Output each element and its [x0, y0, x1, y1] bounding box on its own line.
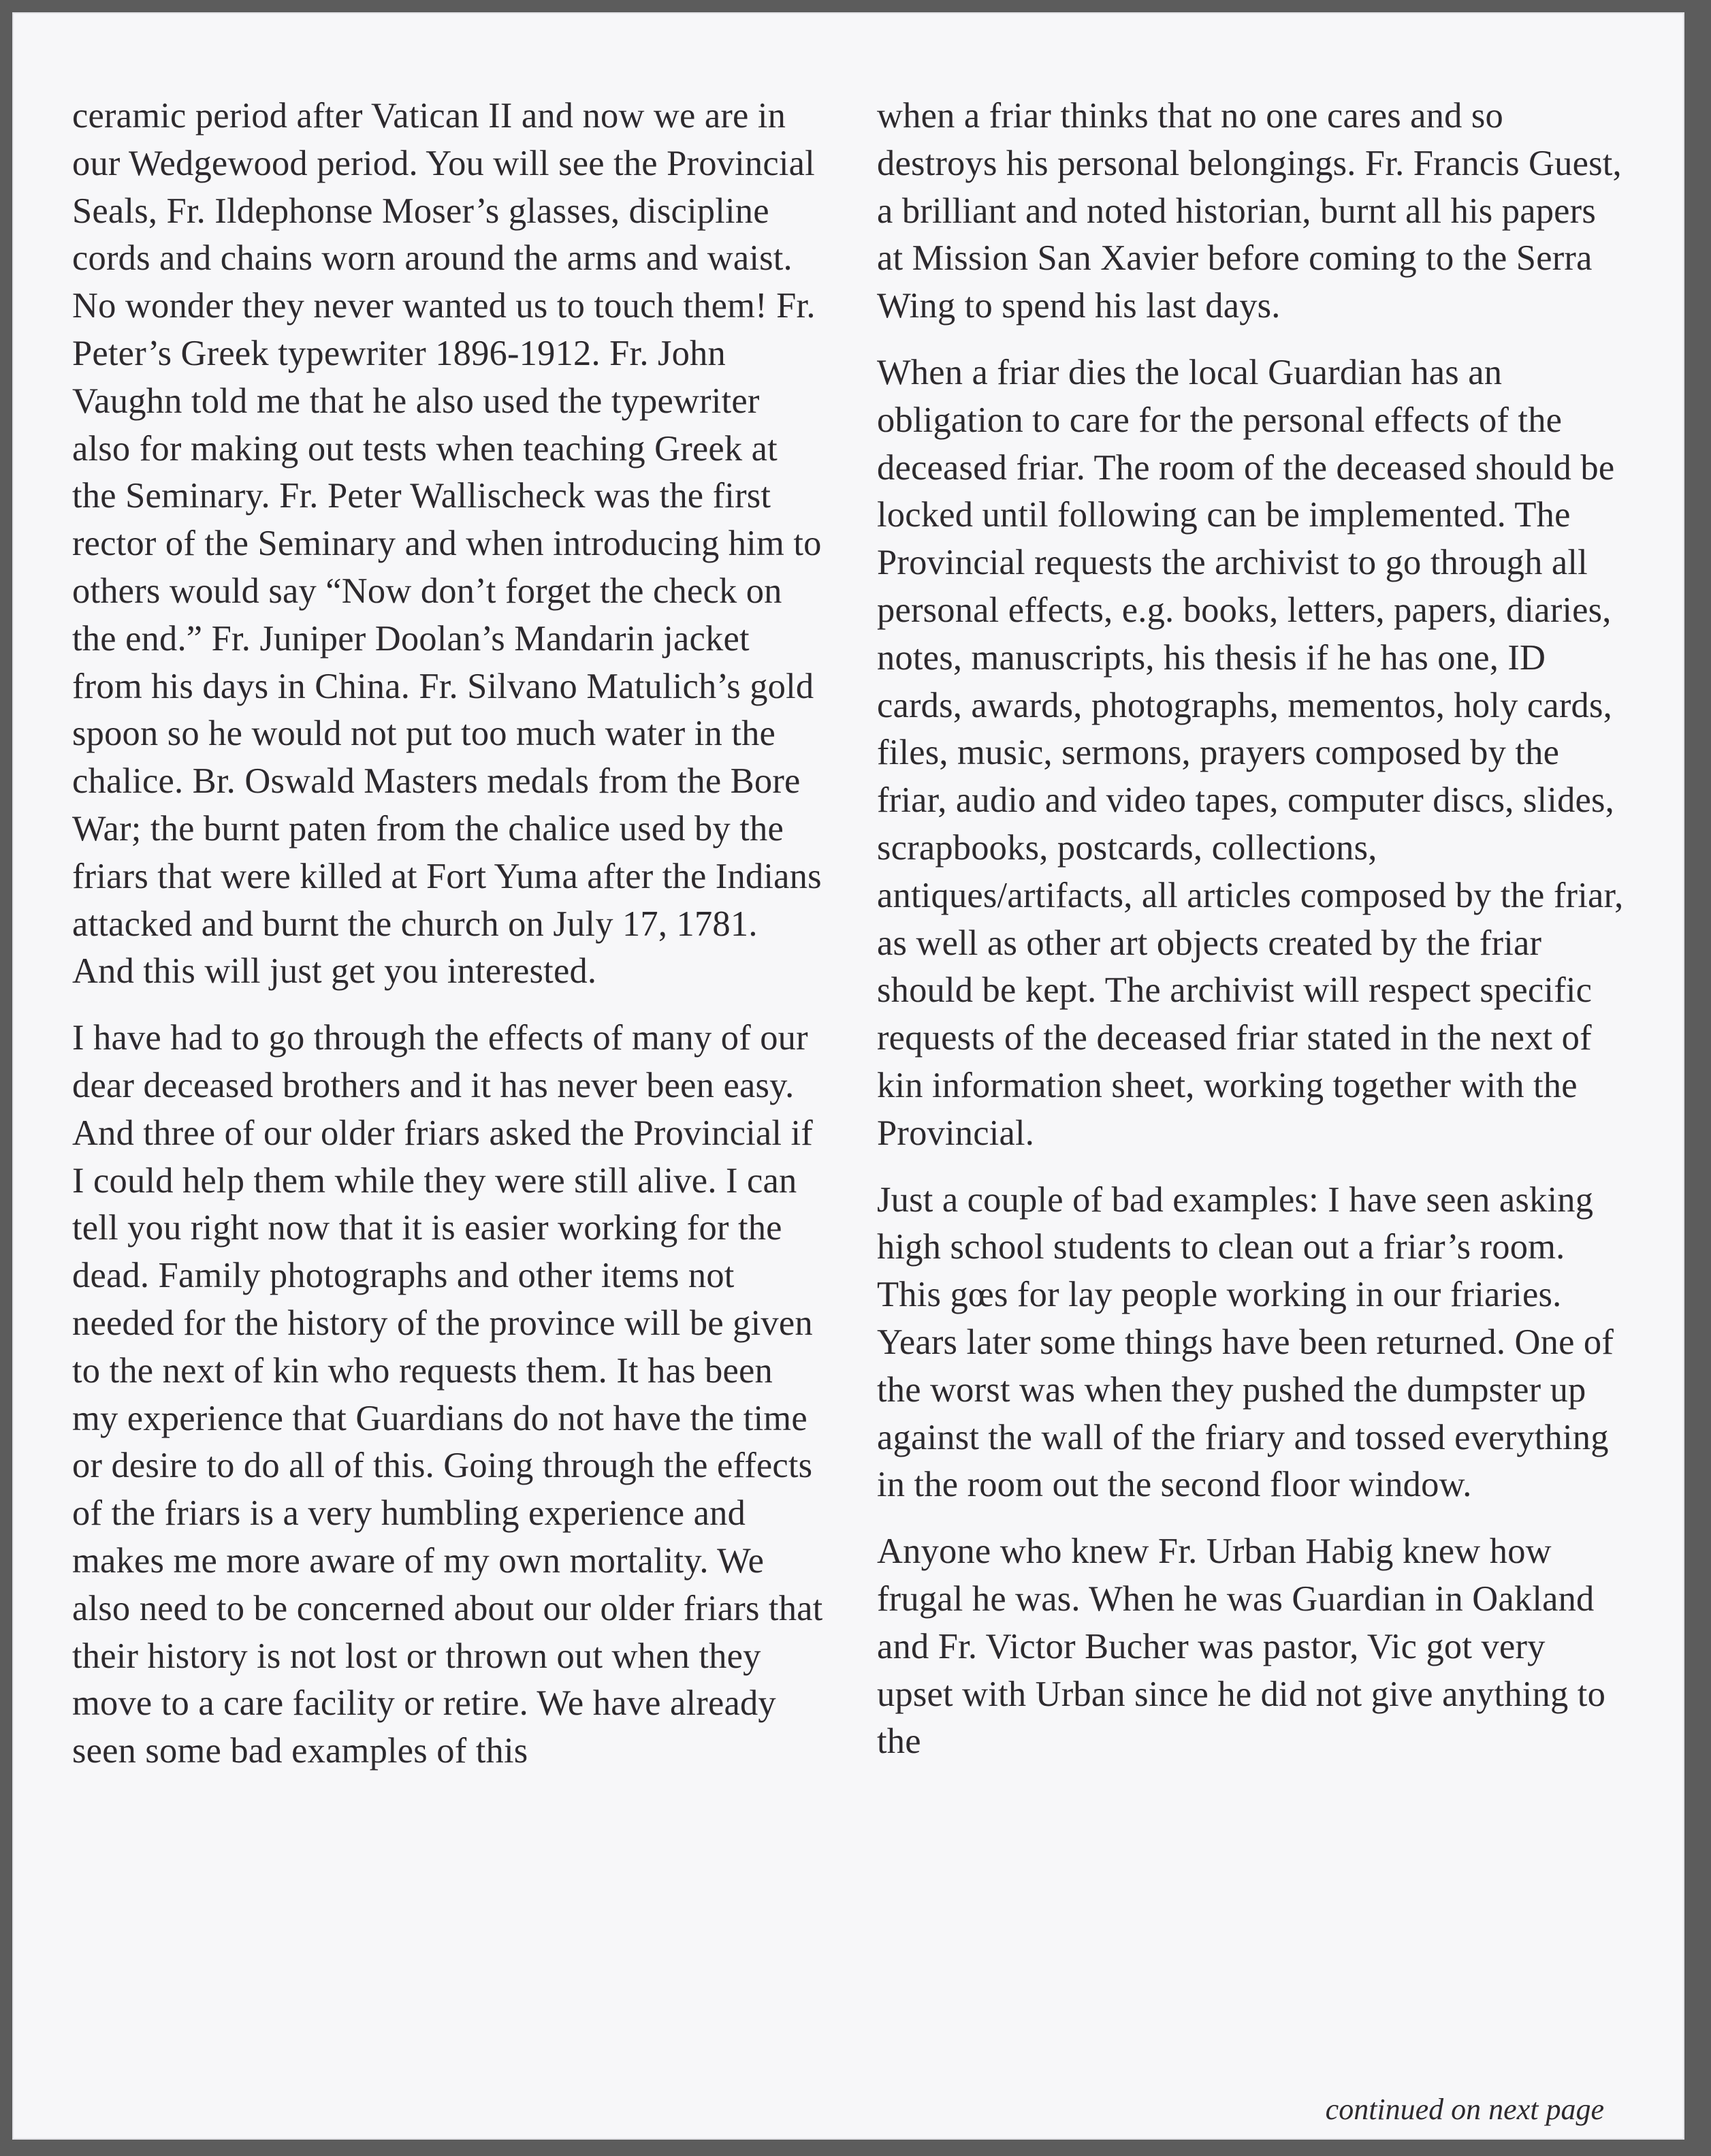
paragraph: I have had to go through the effects of many of our dear deceased brothers and it has never been easy. And three of our older friars asked the Provincial if I could help them while they were still alive. I can tell you right now that it is easier working for the dead. Family photographs and other items not needed for the history of the province will be given to the next of kin who requests them. It has been my experience that Guardians do not have the time or desire to do all of this. Going through the effects of the friars is a very humbling experience and makes me more aware of my own mortality. We also need to be concerned about our older friars that their history is not lost or thrown out when they move to a care facility or retire. We have already seen some bad examples of this — [72, 1018, 823, 1771]
paragraph: Just a couple of bad examples: I have seen asking high school students to clean out a friar’s room. This gœs for lay people working in our friaries. Years later some things have been returned. One of the worst was when they pushed the dumpster up against the wall of the friary and tossed everything in the room out the second floor window. — [877, 1179, 1614, 1505]
left-column — [72, 93, 824, 1794]
paragraph: when a friar thinks that no one cares and so destroys his personal belongings. Fr. Francis Guest, a brilliant and noted historian, burnt all his papers at Mission San Xavier before coming to the Serra Wing to spend his last days. — [877, 96, 1622, 326]
paragraph: When a friar dies the local Guardian has an obligation to care for the personal effects of the deceased friar. The room of the deceased should be locked until following can be implemented. The Provincial requests the archivist to go through all personal effects, e.g. books, letters, papers, diaries, notes, manuscripts, his thesis if he has one, ID cards, awards, photographs, mementos, holy cards, files, music, sermons, prayers composed by the friar, audio and video tapes, computer discs, slides, scrapbooks, postcards, collections, antiques/artifacts, all articles composed by the friar, as well as other art objects created by the friar should be kept. The archivist will respect specific requests of the deceased friar stated in the next of kin information sheet, working together with the Provincial. — [877, 352, 1624, 1153]
right-column — [877, 93, 1629, 1785]
paragraph: Anyone who knew Fr. Urban Habig knew how frugal he was. When he was Guardian in Oakland and Fr. Victor Bucher was pastor, Vic got very upset with Urban since he did not give anything to the — [877, 1532, 1606, 1762]
continued-note: continued on next page — [1325, 2093, 1604, 2126]
paragraph: ceramic period after Vatican II and now we are in our Wedgewood period. You will see the Provincial Seals, Fr. Ildephonse Moser’s glasses, discipline cords and chains worn around the arms and waist. No wonder they never wanted us to touch them! Fr. Peter’s Greek typewriter 1896-1912. Fr. John Vaughn told me that he also used the typewriter also for making out tests when teaching Greek at the Seminary. Fr. Peter Wallischeck was the first rector of the Seminary and when introducing him to others would say “Now don’t forget the check on the end.” Fr. Juniper Doolan’s Mandarin jacket from his days in China. Fr. Silvano Matulich’s gold spoon so he would not put too much water in the chalice. Br. Oswald Masters medals from the Bore War; the burnt paten from the chalice used by the friars that were killed at Fort Yuma after the Indians attacked and burnt the church on July 17, 1781. And this will just get you interested. — [72, 96, 822, 992]
document-page — [12, 12, 1684, 2140]
